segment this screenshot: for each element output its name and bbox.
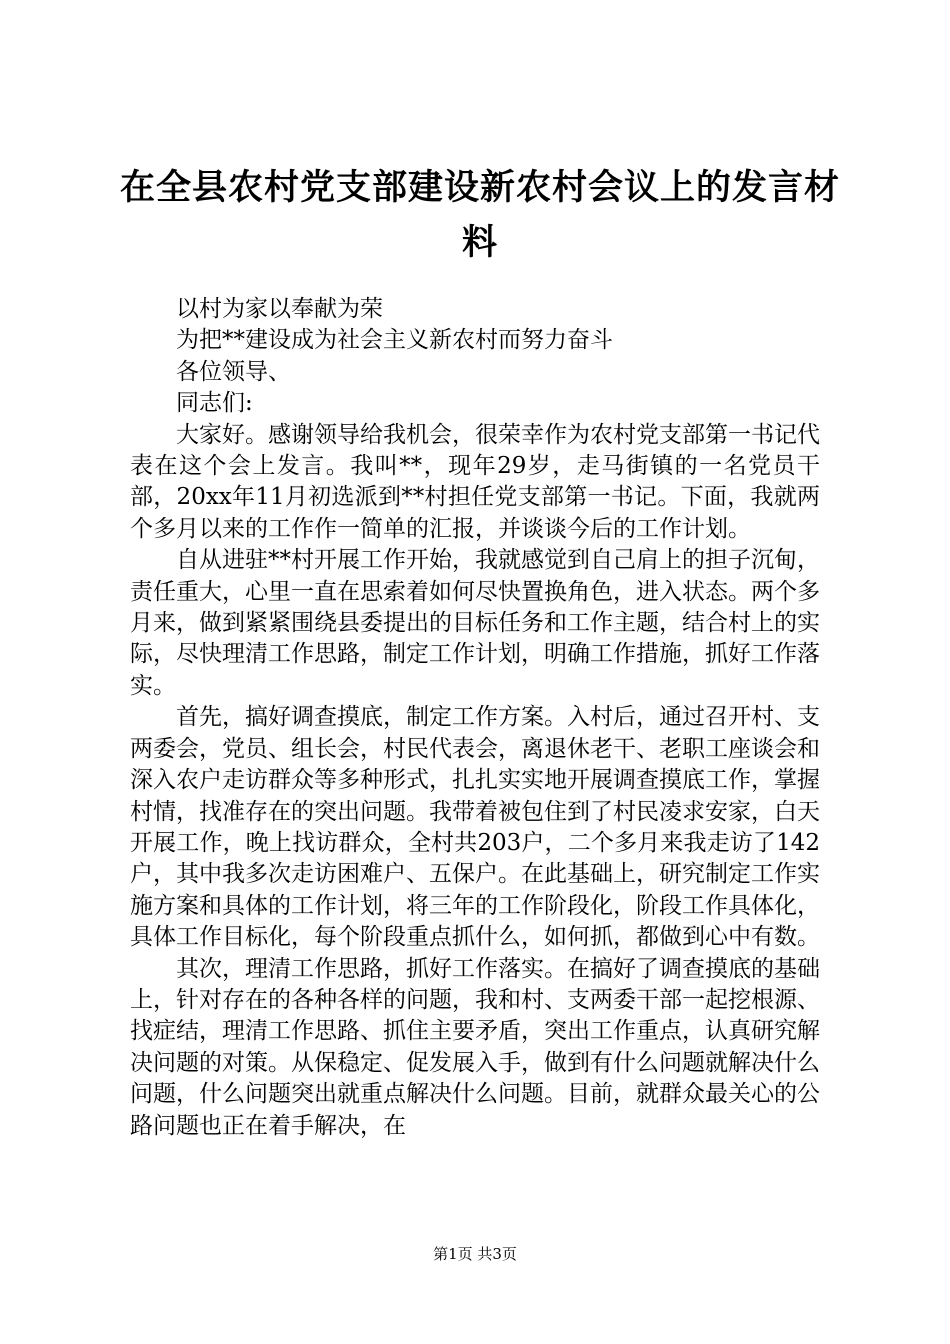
paragraph-intro: 大家好。感谢领导给我机会，很荣幸作为农村党支部第一书记代表在这个会上发言。我叫**，现年29岁，走马街镇的一名党员干部，20xx年11月初选派到**村担任党支部第一书记。下面，我就两个多月以来的工作作一简单的汇报，并谈谈今后的工作计划。 [130,421,820,542]
paragraph-subtitle-2: 为把**建设成为社会主义新农村而努力奋斗 [176,327,613,354]
paragraph-salutation-2: 同志们: [176,390,253,417]
paragraph-salutation-1: 各位领导、 [176,358,291,385]
document-title: 在全县农村党支部建设新农村会议上的发言材料 [119,167,840,263]
paragraph-first: 首先，搞好调查摸底，制定工作方案。入村后，通过召开村、支两委会，党员、组长会，村民代表会，离退休老干、老职工座谈会和深入农户走访群众等多种形式，扎扎实实地开展调查摸底工作，掌握村情，找准存在的突出问题。我带着被包住到了村民凌求安家，白天开展工作，晚上找访群众，全村共203户，二个多月来我走访了142户，其中我多次走访困难户、五保户。在此基础上，研究制定工作实施方案和具体的工作计划，将三年的工作阶段化，阶段工作具体化，具体工作目标化，每个阶段重点抓什么，如何抓，都做到心中有数。 [130,704,820,951]
document-body [130,294,820,1142]
paragraph-overview: 自从进驻**村开展工作开始，我就感觉到自己肩上的担子沉甸，责任重大，心里一直在思索着如何尽快置换角色，进入状态。两个多月来，做到紧紧围绕县委提出的目标任务和工作主题，结合村上的实际，尽快理清工作思路，制定工作计划，明确工作措施，抓好工作落实。 [130,547,820,699]
paragraph-second: 其次，理清工作思路，抓好工作落实。在搞好了调查摸底的基础上，针对存在的各种各样的问题，我和村、支两委干部一起挖根源、找症结，理清工作思路、抓住主要矛盾，突出工作重点，认真研究解决问题的对策。从保稳定、促发展入手，做到有什么问题就解决什么问题，什么问题突出就重点解决什么问题。目前，就群众最关心的公路问题也正在着手解决，在 [130,955,820,1139]
page-footer: 第1页 共3页 [433,1245,517,1263]
paragraph-subtitle-1: 以村为家以奉献为荣 [176,296,383,322]
